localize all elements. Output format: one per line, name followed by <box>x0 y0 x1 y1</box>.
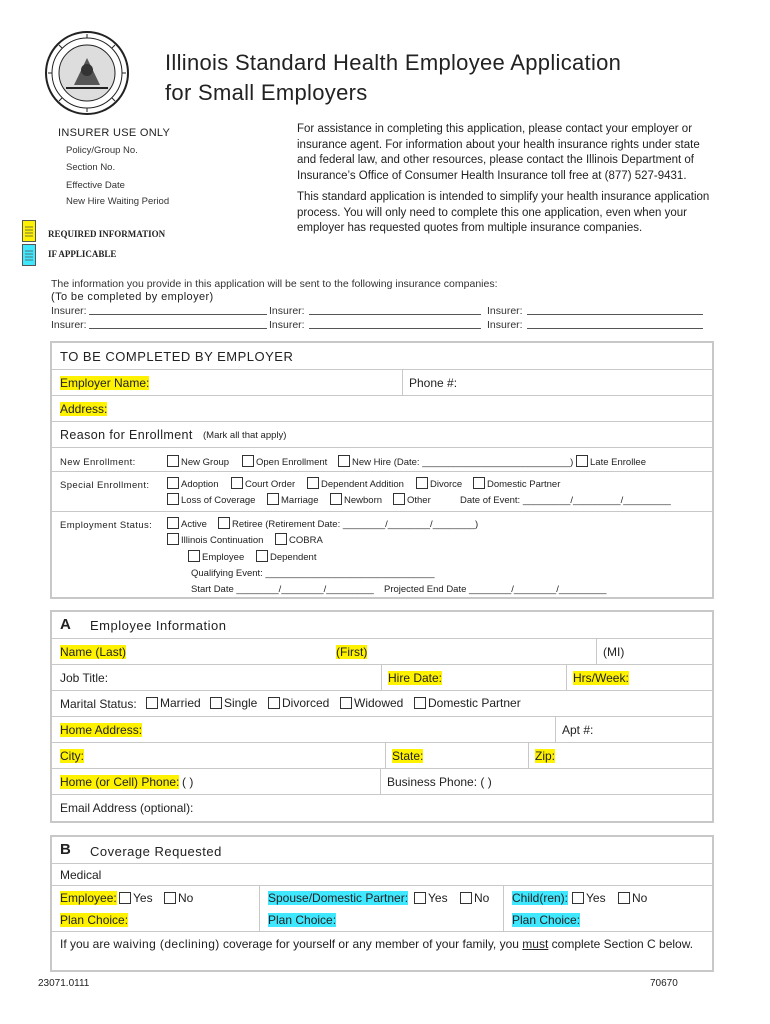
form-number: 23071.0111 <box>38 978 90 989</box>
illinois-continuation-checkbox[interactable] <box>167 533 179 545</box>
domestic-partner-status-option[interactable] <box>414 696 521 710</box>
open-enrollment-option[interactable] <box>242 455 327 468</box>
late-enrollee-label: Late Enrollee <box>590 457 646 468</box>
insurer-input[interactable] <box>309 328 481 329</box>
retiree-option[interactable] <box>218 517 478 530</box>
new-hire-label: New Hire (Date: ____________________________) <box>352 457 574 468</box>
special-enrollment-label: Special Enrollment: <box>60 480 150 491</box>
coverage-requested-section <box>50 835 714 972</box>
insurer-input[interactable] <box>527 314 703 315</box>
waiving-pre-text: If you are <box>60 937 111 951</box>
required-legend-swatch <box>22 220 36 242</box>
children-no-checkbox[interactable] <box>618 892 630 904</box>
children-coverage-label: Child(ren): <box>512 891 569 905</box>
newborn-option[interactable] <box>330 493 382 506</box>
section-a-letter: A <box>60 616 71 633</box>
spouse-yes-option[interactable] <box>414 891 448 905</box>
name-first-label[interactable]: (First) <box>336 645 368 659</box>
section-b-title: Coverage Requested <box>90 844 222 859</box>
start-date-field[interactable]: Start Date ________/________/_________ <box>191 584 374 595</box>
single-option[interactable] <box>210 696 257 710</box>
divorce-label: Divorce <box>430 479 463 490</box>
spouse-no-option[interactable] <box>460 891 489 905</box>
illinois-continuation-label: Illinois Continuation <box>181 535 264 546</box>
insurer-label: Insurer: <box>51 319 87 331</box>
must-text: must <box>522 937 549 951</box>
newborn-checkbox[interactable] <box>330 493 342 505</box>
widowed-label: Widowed <box>354 696 404 710</box>
children-yes-option[interactable] <box>572 891 606 905</box>
waiving-emphasis: waiving (declining) <box>113 937 220 951</box>
medical-label: Medical <box>60 868 102 882</box>
policy-group-label: Policy/Group No. <box>66 145 138 156</box>
newborn-label: Newborn <box>344 495 383 506</box>
insurer-input[interactable] <box>89 328 267 329</box>
insurer-label: Insurer: <box>269 319 305 331</box>
domestic-partner-status-checkbox[interactable] <box>414 697 426 709</box>
spouse-plan-choice[interactable]: Plan Choice: <box>268 913 337 927</box>
cobra-checkbox[interactable] <box>275 533 287 545</box>
new-group-option[interactable] <box>167 455 229 468</box>
court-order-checkbox[interactable] <box>231 477 243 489</box>
spouse-no-label: No <box>474 891 490 905</box>
children-yes-label: Yes <box>586 891 606 905</box>
other-checkbox[interactable] <box>393 493 405 505</box>
intro-paragraph-2: This standard application is intended to simplify your health insurance application process. You will only need to complete this one application, even when your employer has requested quotes from multiple insurance companies. <box>297 191 710 234</box>
new-enrollment-label: New Enrollment: <box>60 457 136 468</box>
adoption-label: Adoption <box>181 479 219 490</box>
cobra-label: COBRA <box>289 535 323 546</box>
reason-enrollment-title: Reason for Enrollment <box>60 428 193 442</box>
married-checkbox[interactable] <box>146 697 158 709</box>
domestic-partner-option[interactable] <box>473 477 560 490</box>
dependent-addition-option[interactable] <box>307 477 404 490</box>
employer-section <box>50 341 714 599</box>
waiving-mid-text: coverage for yourself or any member of your family, you <box>223 937 519 951</box>
employee-label: Employee <box>202 552 245 563</box>
children-no-label: No <box>632 891 648 905</box>
applicable-legend-swatch <box>22 244 36 266</box>
domestic-partner-checkbox[interactable] <box>473 477 485 489</box>
active-label: Active <box>181 519 207 530</box>
section-no-label: Section No. <box>66 162 116 173</box>
marriage-option[interactable] <box>267 493 319 506</box>
employee-yes-label: Yes <box>133 891 153 905</box>
business-phone-label[interactable]: Business Phone: ( ) <box>387 775 492 789</box>
waiving-post-text: complete Section C below. <box>551 937 694 951</box>
new-hire-checkbox[interactable] <box>338 455 350 467</box>
domestic-partner-label: Domestic Partner <box>487 479 561 490</box>
spouse-coverage-label: Spouse/Domestic Partner: <box>268 891 409 905</box>
insurer-input[interactable] <box>89 314 267 315</box>
marriage-label: Marriage <box>281 495 319 506</box>
insurer-use-heading: INSURER USE ONLY <box>58 127 171 139</box>
qualifying-event-field[interactable]: Qualifying Event: ________________________________ <box>191 568 435 579</box>
employee-coverage-label: Employee: <box>60 891 117 905</box>
employee-no-option[interactable] <box>164 891 193 905</box>
married-label: Married <box>160 696 201 710</box>
intro-text <box>297 122 717 243</box>
insurers-note: (To be completed by employer) <box>51 291 214 303</box>
dependent-addition-label: Dependent Addition <box>321 479 404 490</box>
children-yes-checkbox[interactable] <box>572 892 584 904</box>
widowed-checkbox[interactable] <box>340 697 352 709</box>
retiree-label: Retiree (Retirement Date: ________/________/________) <box>232 519 479 530</box>
hire-date-label[interactable]: Hire Date: <box>388 671 443 685</box>
email-label[interactable]: Email Address (optional): <box>60 801 194 815</box>
divorced-label: Divorced <box>282 696 330 710</box>
insurer-label: Insurer: <box>269 305 305 317</box>
reason-enrollment-note: (Mark all that apply) <box>203 430 287 441</box>
new-hire-option[interactable] <box>338 455 573 468</box>
late-enrollee-option[interactable] <box>576 455 646 468</box>
title-line-1: Illinois Standard Health Employee Application <box>165 50 622 75</box>
single-label: Single <box>224 696 258 710</box>
loss-of-coverage-label: Loss of Coverage <box>181 495 256 506</box>
dependent-option[interactable] <box>256 550 316 563</box>
cobra-option[interactable] <box>275 533 323 546</box>
employer-address-label[interactable]: Address: <box>60 402 108 416</box>
employee-yes-option[interactable] <box>119 891 153 905</box>
illinois-continuation-option[interactable] <box>167 533 263 546</box>
divorce-checkbox[interactable] <box>416 477 428 489</box>
employee-checkbox[interactable] <box>188 550 200 562</box>
active-option[interactable] <box>167 517 207 530</box>
divorced-option[interactable] <box>268 696 329 710</box>
home-phone-label[interactable]: Home (or Cell) Phone: <box>60 775 180 789</box>
domestic-partner-status-label: Domestic Partner <box>428 696 521 710</box>
dependent-label: Dependent <box>270 552 317 563</box>
adoption-checkbox[interactable] <box>167 477 179 489</box>
employee-no-label: No <box>178 891 194 905</box>
dependent-checkbox[interactable] <box>256 550 268 562</box>
state-label[interactable]: State: <box>392 749 424 763</box>
applicable-legend-label: IF APPLICABLE <box>48 249 117 259</box>
employer-name-label[interactable]: Employer Name: <box>60 376 150 390</box>
spouse-yes-checkbox[interactable] <box>414 892 426 904</box>
insurer-input[interactable] <box>309 314 481 315</box>
state-seal-logo <box>44 30 130 116</box>
marital-status-label: Marital Status: <box>60 697 137 711</box>
apt-label[interactable]: Apt #: <box>562 723 594 737</box>
court-order-label: Court Order <box>245 479 296 490</box>
page-code: 70670 <box>650 978 678 989</box>
employer-section-title: TO BE COMPLETED BY EMPLOYER <box>60 349 294 364</box>
required-legend-label: REQUIRED INFORMATION <box>48 229 166 239</box>
employee-plan-choice[interactable]: Plan Choice: <box>60 913 129 927</box>
date-of-event-field[interactable]: Date of Event: _________/_________/_________ <box>460 495 671 506</box>
married-option[interactable] <box>146 696 201 710</box>
active-checkbox[interactable] <box>167 517 179 529</box>
open-enrollment-checkbox[interactable] <box>242 455 254 467</box>
single-checkbox[interactable] <box>210 697 222 709</box>
children-plan-choice[interactable]: Plan Choice: <box>512 913 581 927</box>
retiree-checkbox[interactable] <box>218 517 230 529</box>
employer-phone-label[interactable]: Phone #: <box>409 376 458 390</box>
effective-date-label: Effective Date <box>66 180 125 191</box>
projected-end-date-field[interactable]: Projected End Date ________/________/_________ <box>384 584 607 595</box>
late-enrollee-checkbox[interactable] <box>576 455 588 467</box>
middle-initial-label[interactable]: (MI) <box>603 645 625 659</box>
title-line-2: for Small Employers <box>165 80 368 105</box>
hrs-week-label[interactable]: Hrs/Week: <box>573 671 629 685</box>
new-hire-waiting-label: New Hire Waiting Period <box>66 196 170 207</box>
insurer-label: Insurer: <box>487 319 523 331</box>
loss-of-coverage-option[interactable] <box>167 493 255 506</box>
loss-of-coverage-checkbox[interactable] <box>167 493 179 505</box>
spouse-no-checkbox[interactable] <box>460 892 472 904</box>
page-title <box>165 48 621 108</box>
new-group-label: New Group <box>181 457 230 468</box>
home-address-label[interactable]: Home Address: <box>60 723 143 737</box>
court-order-option[interactable] <box>231 477 295 490</box>
employment-status-label: Employment Status: <box>60 520 153 531</box>
section-b-letter: B <box>60 841 71 858</box>
intro-paragraph-1: For assistance in completing this application, please contact your employer or insurance agent. For information about your health insurance rights under state and federal law, and other resources, please contact the Illinois Department of Insurance’s Office of Consumer Health Insurance toll free at (877) 527-9431. <box>297 123 700 182</box>
insurers-intro: The information you provide in this application will be sent to the following insurance companies: <box>51 278 498 290</box>
insurer-input[interactable] <box>527 328 703 329</box>
widowed-option[interactable] <box>340 696 403 710</box>
divorced-checkbox[interactable] <box>268 697 280 709</box>
children-no-option[interactable] <box>618 891 647 905</box>
divorce-option[interactable] <box>416 477 462 490</box>
new-group-checkbox[interactable] <box>167 455 179 467</box>
other-option[interactable] <box>393 493 431 506</box>
marriage-checkbox[interactable] <box>267 493 279 505</box>
job-title-label[interactable]: Job Title: <box>60 671 109 685</box>
employee-no-checkbox[interactable] <box>164 892 176 904</box>
home-phone-format[interactable]: ( ) <box>182 775 194 789</box>
city-label[interactable]: City: <box>60 749 84 763</box>
other-label: Other <box>407 495 431 506</box>
spouse-yes-label: Yes <box>428 891 448 905</box>
dependent-addition-checkbox[interactable] <box>307 477 319 489</box>
insurer-label: Insurer: <box>51 305 87 317</box>
insurer-lines <box>51 305 711 333</box>
open-enrollment-label: Open Enrollment <box>256 457 328 468</box>
insurer-label: Insurer: <box>487 305 523 317</box>
zip-label[interactable]: Zip: <box>535 749 556 763</box>
employee-option[interactable] <box>188 550 244 563</box>
name-last-label[interactable]: Name (Last) <box>60 645 127 659</box>
waiving-instructions <box>60 937 700 952</box>
adoption-option[interactable] <box>167 477 219 490</box>
employee-yes-checkbox[interactable] <box>119 892 131 904</box>
employee-information-section <box>50 610 714 823</box>
section-a-title: Employee Information <box>90 618 227 633</box>
